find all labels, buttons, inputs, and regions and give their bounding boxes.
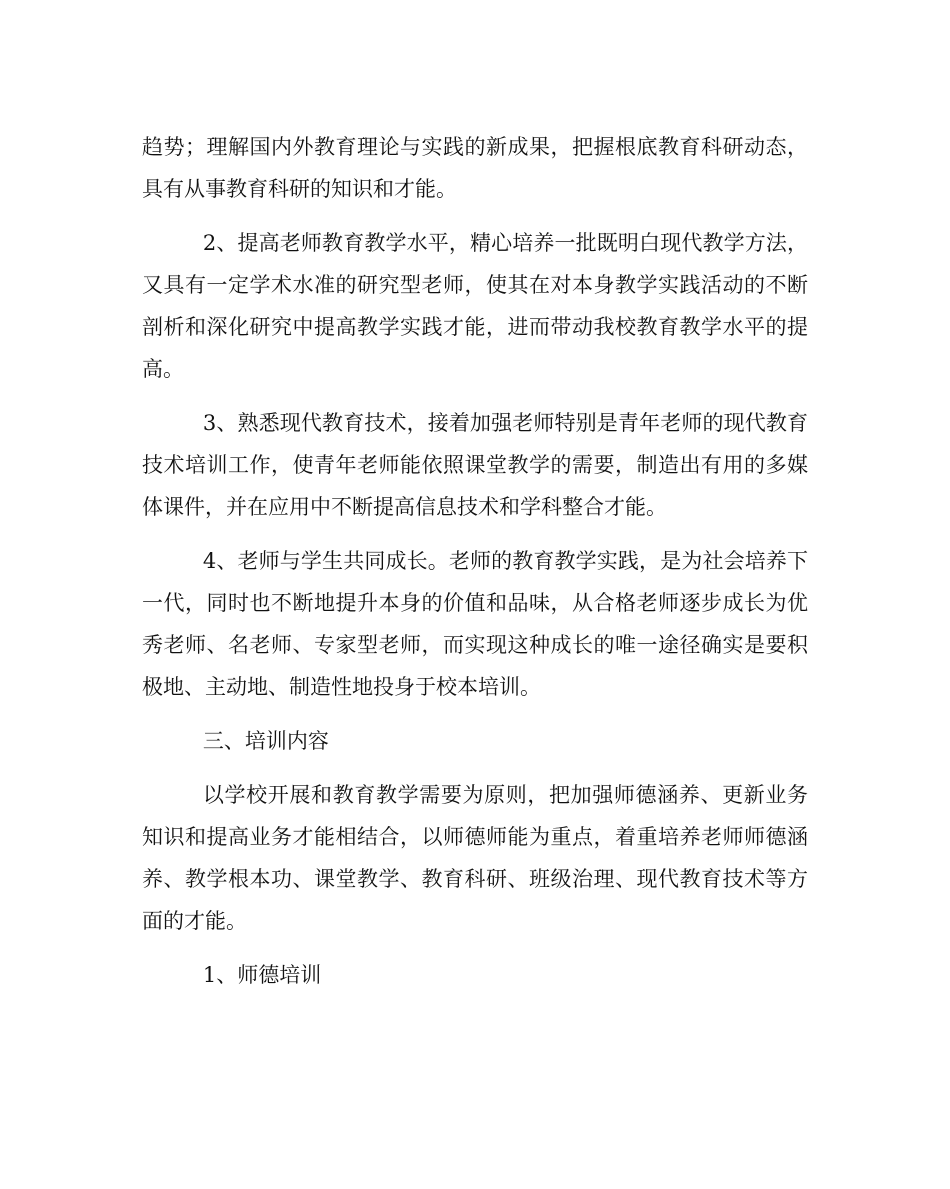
paragraph-continuation: 趋势；理解国内外教育理论与实践的新成果，把握根底教育科研动态，具有从事教育科研的知识和才能。 [142, 135, 808, 201]
paragraph-section-3-body: 以学校开展和教育教学需要为原则，把加强师德涵养、更新业务知识和提高业务才能相结合，以师德师能为重点，着重培养老师师德涵养、教学根本功、课堂教学、教育科研、班级治理、现代教育技术等方面的才能。 [142, 783, 808, 933]
paragraph-item-4: 4、老师与学生共同成长。老师的教育教学实践，是为社会培养下一代，同时也不断地提升本身的价值和品味，从合格老师逐步成长为优秀老师、名老师、专家型老师，而实现这种成长的唯一途径确实是要积极地、主动地、制造性地投身于校本培训。 [142, 549, 808, 699]
subheading-ethics-training: 1、师德培训 [202, 963, 322, 987]
section-heading-training-content: 三、培训内容 [202, 729, 329, 753]
paragraph-item-2: 2、提高老师教育教学水平，精心培养一批既明白现代教学方法，又具有一定学术水准的研究型老师，使其在对本身教学实践活动的不断剖析和深化研究中提高教学实践才能，进而带动我校教育教学水平的提高。 [142, 231, 808, 381]
paragraph-item-3: 3、熟悉现代教育技术，接着加强老师特别是青年老师的现代教育技术培训工作，使青年老师能依照课堂教学的需要，制造出有用的多媒体课件，并在应用中不断提高信息技术和学科整合才能。 [142, 411, 808, 519]
document-body [142, 126, 808, 1008]
